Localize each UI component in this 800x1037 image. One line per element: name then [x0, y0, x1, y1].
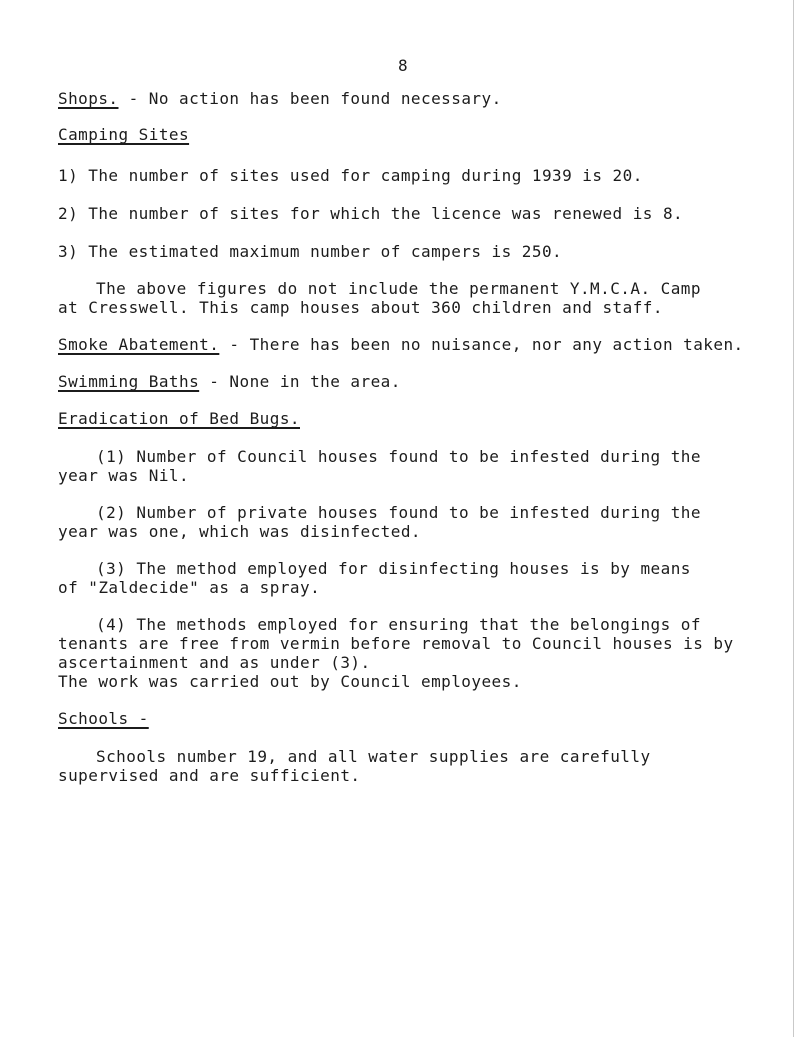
bedbugs-item-1-line-1: (1) Number of Council houses found to be infested during the [96, 447, 701, 466]
schools-heading: Schools - [58, 709, 149, 728]
bedbugs-item-4-line-1: (4) The methods employed for ensuring that the belongings of [96, 615, 701, 634]
bedbugs-item-2-line-2: year was one, which was disinfected. [58, 522, 421, 541]
bedbugs-item-4-line-4: The work was carried out by Council employees. [58, 672, 522, 691]
bedbugs-item-4-line-2: tenants are free from vermin before removal to Council houses is by [58, 634, 734, 653]
schools-line-2: supervised and are sufficient. [58, 766, 361, 785]
shops-heading: Shops. [58, 89, 119, 108]
shops-text: - No action has been found necessary. [118, 89, 502, 108]
schools-line-1: Schools number 19, and all water supplies are carefully [96, 747, 651, 766]
camping-item-3: 3) The estimated maximum number of campers is 250. [58, 242, 563, 261]
swimming-heading: Swimming Baths [58, 372, 200, 391]
smoke-paragraph [58, 336, 744, 354]
schools-paragraph [58, 710, 149, 728]
swimming-paragraph [58, 373, 401, 391]
camping-item-1: 1) The number of sites used for camping during 1939 is 20. [58, 166, 643, 185]
camping-heading: Camping Sites [58, 125, 190, 144]
bedbugs-paragraph [58, 410, 300, 428]
shops-paragraph [58, 90, 502, 108]
bedbugs-item-4-line-3: ascertainment and as under (3). [58, 653, 371, 672]
bedbugs-item-3-line-1: (3) The method employed for disinfecting houses is by means [96, 559, 691, 578]
camping-item-2: 2) The number of sites for which the licence was renewed is 8. [58, 204, 684, 223]
page-number: 8 [398, 56, 408, 75]
bedbugs-item-2-line-1: (2) Number of private houses found to be infested during the [96, 503, 701, 522]
bedbugs-heading: Eradication of Bed Bugs. [58, 409, 300, 428]
smoke-text: - There has been no nuisance, nor any action taken. [219, 335, 744, 354]
bedbugs-item-1-line-2: year was Nil. [58, 466, 190, 485]
camping-note-line-2: at Cresswell. This camp houses about 360 children and staff. [58, 298, 663, 317]
smoke-heading: Smoke Abatement. [58, 335, 220, 354]
camping-paragraph [58, 126, 189, 144]
swimming-text: - None in the area. [199, 372, 401, 391]
bedbugs-item-3-line-2: of "Zaldecide" as a spray. [58, 578, 321, 597]
camping-note-line-1: The above figures do not include the permanent Y.M.C.A. Camp [96, 279, 701, 298]
